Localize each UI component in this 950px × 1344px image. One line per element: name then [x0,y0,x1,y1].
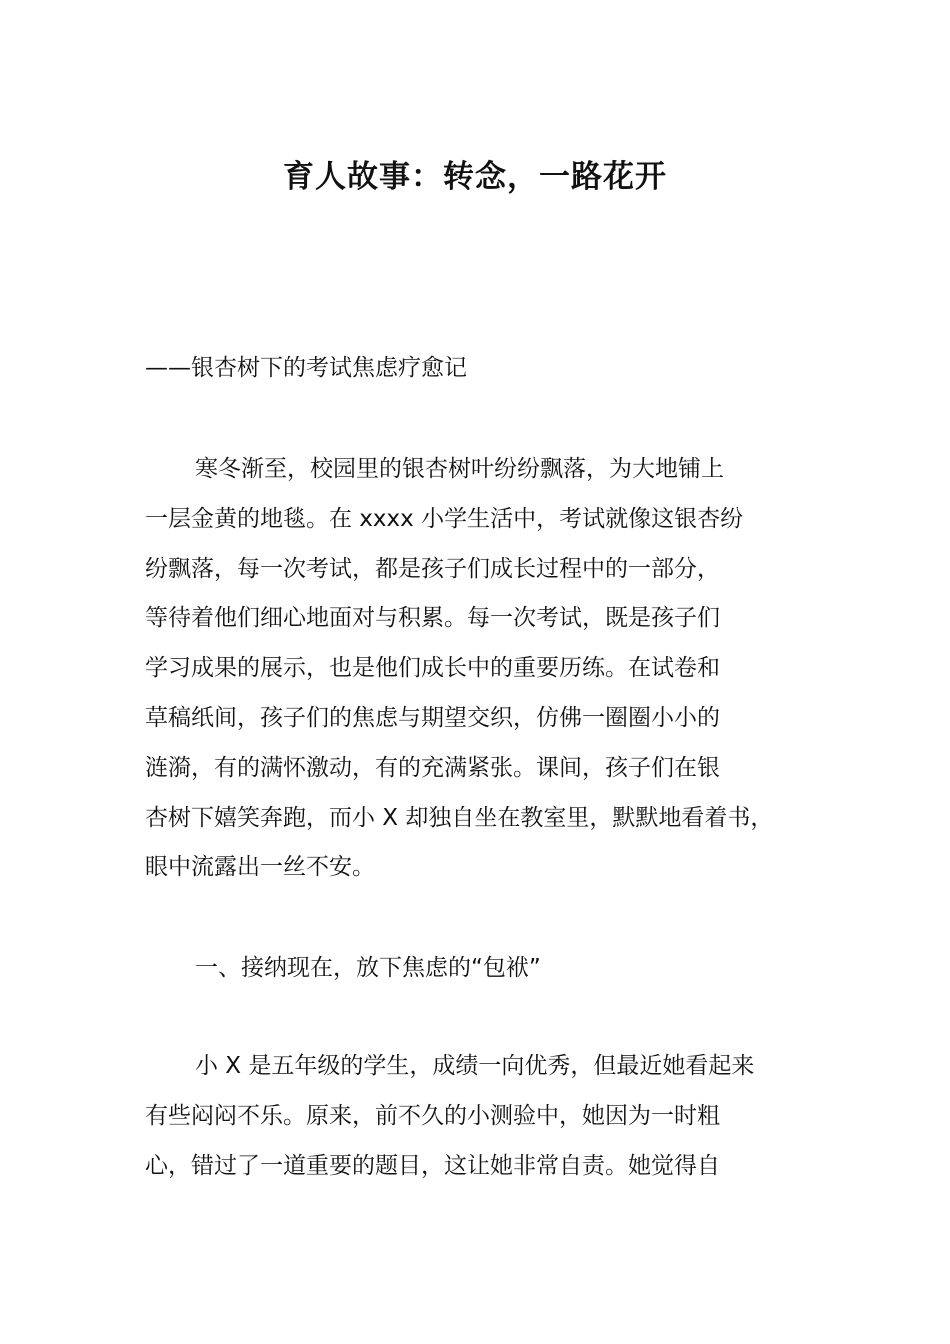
paragraph-line: 眼中流露出一丝不安。 [145,854,375,881]
document-subtitle: ——银杏树下的考试焦虑疗愈记 [145,355,467,381]
document-title: 育人故事：转念，一路花开 [283,159,667,195]
paragraph-line: 心，错过了一道重要的题目，这让她非常自责。她觉得自 [145,1152,720,1179]
paragraph-line: 学习成果的展示，也是他们成长中的重要历练。在试卷和 [145,655,720,682]
paragraph-line: 寒冬渐至，校园里的银杏树叶纷纷飘落，为大地铺上 [195,456,724,482]
paragraph-2 [145,1042,754,1191]
paragraph-1 [145,445,773,893]
paragraph-line: 纷飘落，每一次考试，都是孩子们成长过程中的一部分， [145,555,720,582]
paragraph-line: 草稿纸间，孩子们的焦虑与期望交织，仿佛一圈圈小小的 [145,704,720,731]
paragraph-line: 涟漪，有的满怀激动，有的充满紧张。课间，孩子们在银 [145,754,720,781]
paragraph-line: 等待着他们细心地面对与积累。每一次考试，既是孩子们 [145,605,720,632]
paragraph-line: 杏树下嬉笑奔跑，而小 X 却独自坐在教室里，默默地看着书， [145,804,774,831]
paragraph-line: 小 X 是五年级的学生，成绩一向优秀，但最近她看起来 [195,1053,755,1079]
paragraph-line: 一层金黄的地毯。在 xxxx 小学生活中，考试就像这银杏纷 [145,505,744,532]
paragraph-line: 有些闷闷不乐。原来，前不久的小测验中，她因为一时粗 [145,1102,720,1129]
section-heading-1: 一、接纳现在，放下焦虑的“包袱” [195,955,541,981]
